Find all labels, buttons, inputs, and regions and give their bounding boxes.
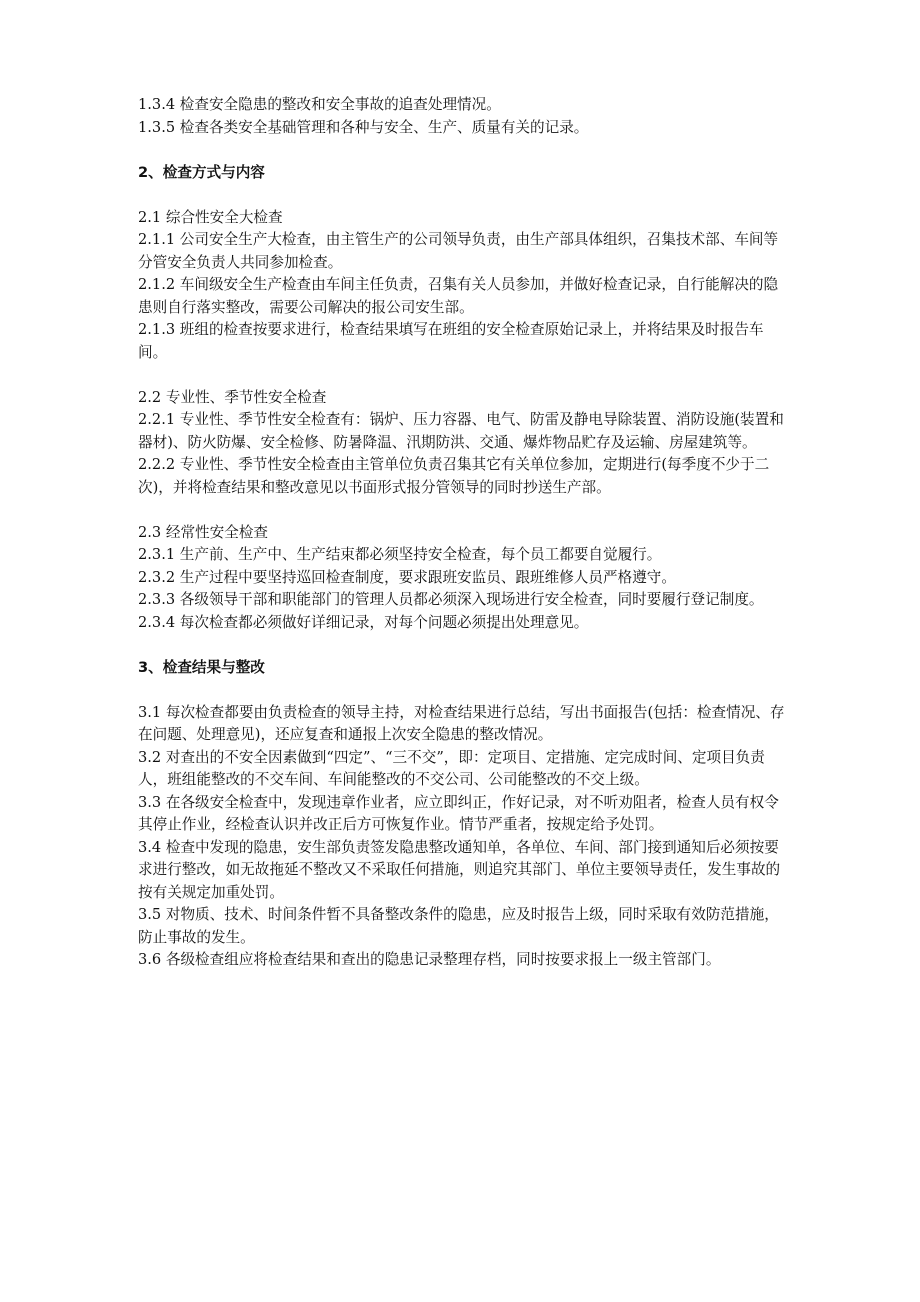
para-2-1-3: 2.1.3 班组的检查按要求进行，检查结果填写在班组的安全检查原始记录上，并将结果及时报告车间。 bbox=[138, 321, 764, 361]
para-3-1: 3.1 每次检查都要由负责检查的领导主持，对检查结果进行总结，写出书面报告(包括：检查情况、存在问题、处理意见)，还应复查和通报上次安全隐患的整改情况。 bbox=[138, 703, 785, 743]
para-2-1-1: 2.1.1 公司安全生产大检查，由主管生产的公司领导负责，由生产部具体组织，召集技术部、车间等分管安全负责人共同参加检查。 bbox=[138, 231, 779, 271]
para-2-1-2: 2.1.2 车间级安全生产检查由车间主任负责，召集有关人员参加，并做好检查记录，自行能解决的隐患则自行落实整改，需要公司解决的报公司安生部。 bbox=[138, 276, 779, 316]
para-2-3-4: 2.3.4 每次检查都必须做好详细记录，对每个问题必须提出处理意见。 bbox=[138, 613, 589, 631]
subsection-heading-2-3: 2.3 经常性安全检查 bbox=[138, 523, 269, 541]
para-3-3: 3.3 在各级安全检查中，发现违章作业者，应立即纠正，作好记录，对不听劝阻者，检查人员有权令其停止作业，经检查认识并改正后方可恢复作业。情节严重者，按规定给予处罚。 bbox=[138, 793, 779, 833]
section-heading-3: 3、检查结果与整改 bbox=[138, 658, 265, 676]
para-3-4: 3.4 检查中发现的隐患，安生部负责签发隐患整改通知单，各单位、车间、部门接到通知后必须按要求进行整改，如无故拖延不整改又不采取任何措施，则追究其部门、单位主要领导责任，发生事故的按有关规定加重处罚。 bbox=[138, 838, 781, 901]
para-3-6: 3.6 各级检查组应将检查结果和查出的隐患记录整理存档，同时按要求报上一级主管部门。 bbox=[138, 951, 721, 968]
document-body bbox=[138, 94, 788, 972]
subsection-heading-2-2: 2.2 专业性、季节性安全检查 bbox=[138, 388, 327, 406]
para-2-3-1: 2.3.1 生产前、生产中、生产结束都必须坚持安全检查，每个员工都要自觉履行。 bbox=[138, 546, 662, 563]
para-2-2-2: 2.2.2 专业性、季节性安全检查由主管单位负责召集其它有关单位参加，定期进行(每季度不少于二次)，并将检查结果和整改意见以书面形式报分管领导的同时抄送生产部。 bbox=[138, 456, 770, 496]
para-1-3-4: 1.3.4 检查安全隐患的整改和安全事故的追查处理情况。 bbox=[138, 96, 501, 113]
para-2-3-2: 2.3.2 生产过程中要坚持巡回检查制度，要求跟班安监员、跟班维修人员严格遵守。 bbox=[138, 568, 676, 586]
para-1-3-5: 1.3.5 检查各类安全基础管理和各种与安全、生产、质量有关的记录。 bbox=[138, 118, 589, 136]
para-2-2-1: 2.2.1 专业性、季节性安全检查有：锅炉、压力容器、电气、防雷及静电导除装置、消防设施(装置和器材)、防火防爆、安全检修、防暑降温、汛期防洪、交通、爆炸物品贮存及运输、房屋建筑等。 bbox=[138, 411, 784, 451]
para-3-2: 3.2 对查出的不安全因素做到“四定”、“三不交”，即：定项目、定措施、定完成时间、定项目负责人，班组能整改的不交车间、车间能整改的不交公司、公司能整改的不交上级。 bbox=[138, 748, 765, 788]
para-3-5: 3.5 对物质、技术、时间条件暂不具备整改条件的隐患，应及时报告上级，同时采取有效防范措施，防止事故的发生。 bbox=[138, 906, 779, 946]
section-heading-2: 2、检查方式与内容 bbox=[138, 163, 265, 181]
para-2-3-3: 2.3.3 各级领导干部和职能部门的管理人员都必须深入现场进行安全检查，同时要履行登记制度。 bbox=[138, 591, 764, 608]
subsection-heading-2-1: 2.1 综合性安全大检查 bbox=[138, 208, 283, 226]
